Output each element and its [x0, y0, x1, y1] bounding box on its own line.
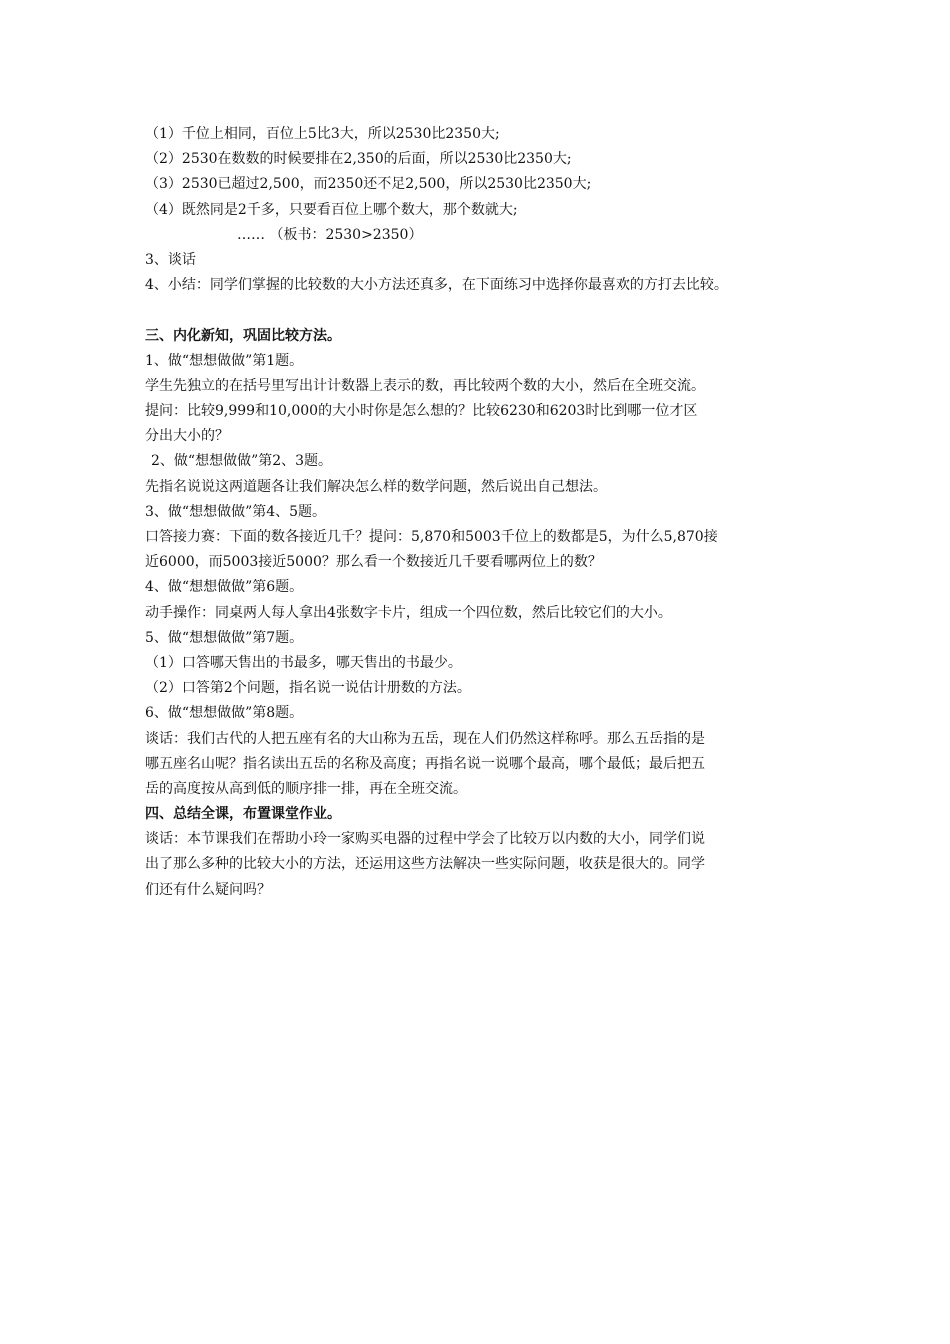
- comparison-reason-4: （4）既然同是2千多，只要看百位上哪个数大，那个数就大;: [145, 201, 518, 218]
- exercise-6-body-line-1: 谈话：我们古代的人把五座有名的大山称为五岳，现在人们仍然这样称呼。那么五岳指的是: [145, 730, 705, 747]
- exercise-1-question-line-1: 提问：比较9,999和10,000的大小时你是怎么想的？比较6230和6203时比到哪一位才区: [145, 403, 698, 420]
- exercise-3-body-line-1: 口答接力赛：下面的数各接近几千？提问：5,870和5003千位上的数都是5，为什么5,870接: [145, 529, 718, 545]
- exercise-5-question-1: （1）口答哪天售出的书最多，哪天售出的书最少。: [145, 654, 462, 671]
- closing-talk-line-2: 出了那么多种的比较大小的方法，还运用这些方法解决一些实际问题，收获是很大的。同学: [145, 856, 705, 873]
- exercise-6-body-line-2: 哪五座名山呢？指名读出五岳的名称及高度；再指名说一说哪个最高，哪个最低；最后把五: [145, 755, 705, 772]
- talk-step: 3、谈话: [145, 251, 196, 268]
- section-3-heading: 三、内化新知，巩固比较方法。: [145, 327, 341, 344]
- exercise-5-question-2: （2）口答第2个问题，指名说一说估计册数的方法。: [145, 680, 471, 697]
- exercise-5-title: 5、做“想想做做”第7题。: [145, 629, 304, 646]
- exercise-3-title: 3、做“想想做做”第4、5题。: [145, 503, 327, 520]
- exercise-3-body-line-2: 近6000，而5003接近5000？那么看一个数接近几千要看哪两位上的数？: [145, 554, 602, 571]
- section-4-heading: 四、总结全课，布置课堂作业。: [145, 806, 341, 823]
- closing-talk-line-1: 谈话：本节课我们在帮助小玲一家购买电器的过程中学会了比较万以内数的大小，同学们说: [145, 831, 705, 848]
- comparison-reason-1: （1）千位上相同，百位上5比3大，所以2530比2350大;: [145, 126, 500, 142]
- exercise-1-instruction: 学生先独立的在括号里写出计计数器上表示的数，再比较两个数的大小，然后在全班交流。: [145, 377, 705, 394]
- comparison-reason-3: （3）2530已超过2,500，而2350还不足2,500，所以2530比2350大;: [145, 176, 592, 193]
- comparison-reason-2: （2）2530在数数的时候要排在2,350的后面，所以2530比2350大;: [145, 151, 572, 168]
- section-gap: [145, 298, 820, 323]
- exercise-2-body: 先指名说说这两道题各让我们解决怎么样的数学问题，然后说出自己想法。: [145, 478, 607, 495]
- board-writing: …… （板书：2530>2350）: [237, 226, 423, 243]
- exercise-1-question-line-2: 分出大小的？: [145, 428, 229, 445]
- exercise-4-body: 动手操作：同桌两人每人拿出4张数字卡片，组成一个四位数，然后比较它们的大小。: [145, 604, 672, 621]
- closing-talk-line-3: 们还有什么疑问吗？: [145, 881, 271, 898]
- exercise-2-title: 2、做“想想做做”第2、3题。: [151, 453, 333, 470]
- exercise-1-title: 1、做“想想做做”第1题。: [145, 352, 304, 369]
- exercise-6-title: 6、做“想想做做”第8题。: [145, 705, 304, 722]
- document-page: [145, 122, 820, 903]
- exercise-6-body-line-3: 岳的高度按从高到低的顺序排一排，再在全班交流。: [145, 780, 467, 797]
- summary-step: 4、小结：同学们掌握的比较数的大小方法还真多，在下面练习中选择你最喜欢的方打去比较。: [145, 277, 728, 294]
- exercise-4-title: 4、做“想想做做”第6题。: [145, 579, 304, 596]
